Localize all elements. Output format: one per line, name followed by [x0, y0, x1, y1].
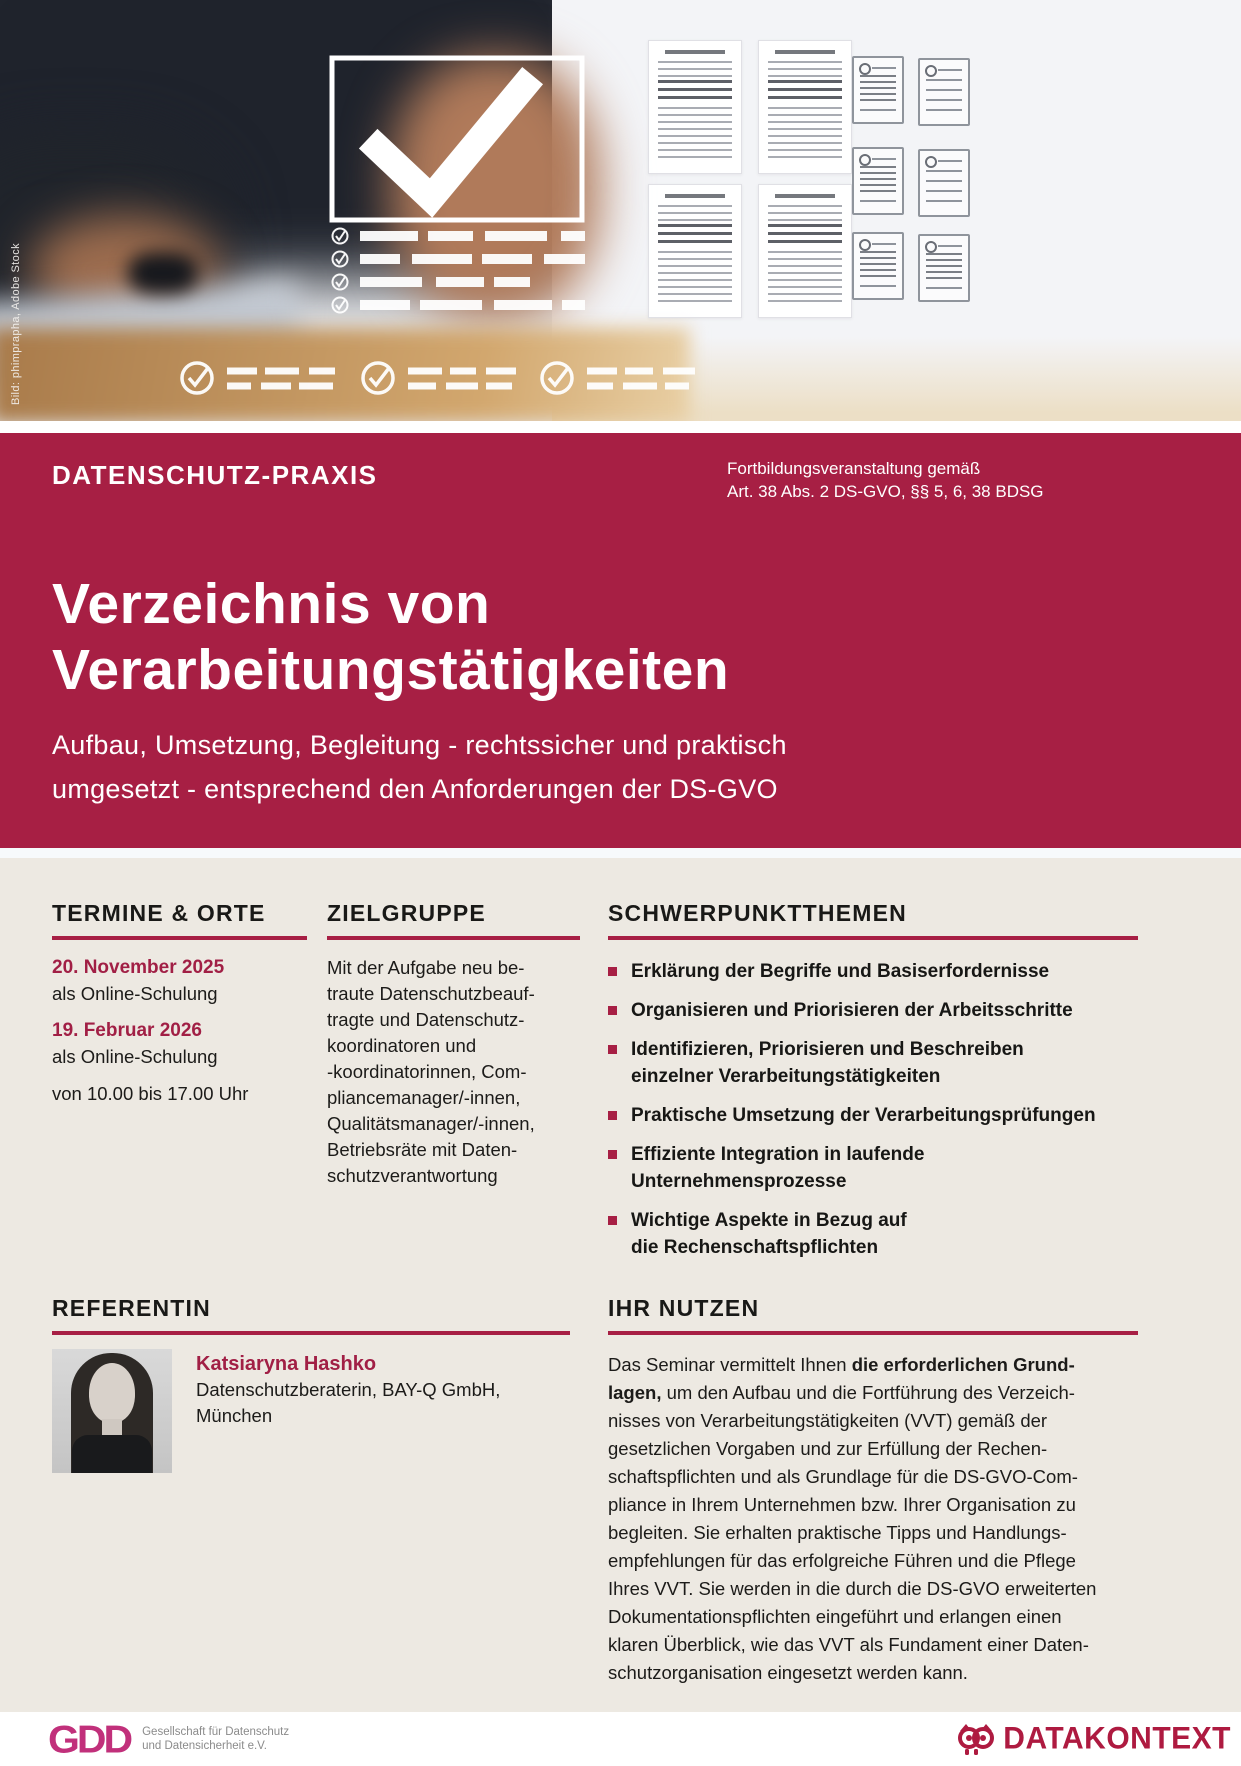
document-icon	[852, 232, 904, 300]
section-ihr-nutzen	[608, 1295, 1138, 1687]
section-heading: IHR NUTZEN	[608, 1295, 760, 1321]
datakontext-owl-icon	[955, 1721, 997, 1757]
topic-item: Wichtige Aspekte in Bezug auf die Rechenschaftspflichten	[608, 1207, 1138, 1261]
section-heading: REFERENTIN	[52, 1295, 211, 1321]
topic-item: Identifizieren, Priorisieren und Beschreiben einzelner Verarbeitungstätigkeiten	[608, 1036, 1138, 1090]
page-subtitle	[52, 723, 1189, 811]
benefit-bold-1: die erforderlichen Grund-	[851, 1354, 1075, 1375]
document-page	[758, 184, 852, 318]
heading-rule	[608, 936, 1138, 940]
section-heading: ZIELGRUPPE	[327, 900, 486, 926]
legal-line-2: Art. 38 Abs. 2 DS-GVO, §§ 5, 6, 38 BDSG	[727, 482, 1044, 501]
benefit-intro: Das Seminar vermittelt Ihnen	[608, 1354, 852, 1375]
photo-watch	[128, 252, 198, 294]
section-schwerpunktthemen	[608, 900, 1138, 1273]
benefit-line-2: um den Aufbau und die Fortführung des Verzeich-	[661, 1382, 1075, 1403]
subtitle-line-2: umgesetzt - entsprechend den Anforderungen der DS-GVO	[52, 774, 778, 804]
document-icon	[918, 149, 970, 217]
footer	[0, 1712, 1241, 1766]
photo-desk	[0, 328, 690, 421]
subtitle-line-1: Aufbau, Umsetzung, Begleitung - rechtssicher und praktisch	[52, 730, 787, 760]
gdd-logo	[48, 1716, 290, 1761]
benefit-rest: nisses von Verarbeitungstätigkeiten (VVT) gemäß der gesetzlichen Vorgaben und zur Erfüllung der Rechen- schaftspflichten und als Grundlage für die DS-GVO-Com- pliance in Ihrem Unternehmen bzw. Ihrer Organisation zu begleiten. Sie erhalten praktische Tipps und Handlungs- empfehlungen für das erfolgreiche Führen und die Pflege Ihres VVT. Sie werden in die durch die DS-GVO erweiterten Dokumentationspflichten eingeführt und erlangen einen klaren Überblick, wie das VVT als Fundament einer Daten- schutzorganisation eingesetzt werden kann.	[608, 1410, 1097, 1683]
document-icon	[918, 234, 970, 302]
datakontext-wordmark: DATAKONTEXT	[1003, 1721, 1231, 1756]
heading-rule	[52, 936, 307, 940]
zielgruppe-text: Mit der Aufgabe neu be- traute Datenschutzbeauf- tragte und Datenschutz- koordinatoren und -koordinatorinnen, Com- pliancemanager/-innen, Qualitätsmanager/-innen, Betriebsräte mit Daten- schutzverantwortung	[327, 957, 535, 1186]
event-location: als Online-Schulung	[52, 983, 218, 1004]
document-icon	[852, 56, 904, 124]
speaker-name: Katsiaryna Hashko	[196, 1353, 377, 1375]
benefit-bold-2: lagen,	[608, 1382, 662, 1403]
heading-rule	[327, 936, 580, 940]
title-line-1: Verzeichnis von	[52, 572, 491, 636]
document-page	[648, 40, 742, 174]
section-referentin	[52, 1295, 570, 1473]
document-page	[758, 40, 852, 174]
gdd-wordmark: GDD	[48, 1716, 131, 1761]
section-heading: SCHWERPUNKTTHEMEN	[608, 900, 907, 926]
document-page	[648, 184, 742, 318]
light-divider	[0, 848, 1241, 858]
white-divider	[0, 421, 1241, 433]
portrait-shoulders	[72, 1435, 152, 1473]
gdd-claim: Gesellschaft für Datenschutz und Datensicherheit e.V.	[142, 1726, 290, 1752]
portrait-face	[89, 1363, 135, 1423]
event-date: 20. November 2025	[52, 957, 225, 978]
benefit-text	[608, 1351, 1138, 1687]
event-location: als Online-Schulung	[52, 1046, 218, 1067]
topic-list	[608, 958, 1138, 1261]
heading-rule	[52, 1331, 570, 1335]
photo-hand	[390, 55, 600, 320]
hero-photo	[0, 0, 1241, 421]
topic-item: Effiziente Integration in laufende Unternehmensprozesse	[608, 1141, 1138, 1195]
photo-credit: Bild: phimprapha, Adobe Stock	[10, 242, 22, 405]
topic-item: Organisieren und Priorisieren der Arbeitsschritte	[608, 997, 1138, 1024]
document-icon	[918, 58, 970, 126]
section-heading: TERMINE & ORTE	[52, 900, 266, 926]
speaker-role: Datenschutzberaterin, BAY-Q GmbH,	[196, 1379, 501, 1400]
document-icon	[852, 147, 904, 215]
topic-item: Erklärung der Begriffe und Basiserfordernisse	[608, 958, 1138, 985]
series-kicker: DATENSCHUTZ-PRAXIS	[52, 460, 378, 490]
section-termine-orte	[52, 900, 307, 1107]
legal-reference	[727, 457, 1044, 503]
page-title	[52, 571, 1189, 703]
section-zielgruppe	[327, 900, 580, 1189]
title-line-2: Verarbeitungstätigkeiten	[52, 638, 730, 702]
datakontext-logo	[955, 1721, 1231, 1757]
heading-rule	[608, 1331, 1138, 1335]
speaker-portrait	[52, 1349, 172, 1473]
title-banner	[0, 433, 1241, 848]
legal-line-1: Fortbildungsveranstaltung gemäß	[727, 459, 981, 478]
topic-item: Praktische Umsetzung der Verarbeitungsprüfungen	[608, 1102, 1138, 1129]
main-content	[0, 858, 1241, 1712]
event-time: von 10.00 bis 17.00 Uhr	[52, 1083, 249, 1104]
speaker-city: München	[196, 1405, 273, 1426]
event-date: 19. Februar 2026	[52, 1020, 202, 1041]
